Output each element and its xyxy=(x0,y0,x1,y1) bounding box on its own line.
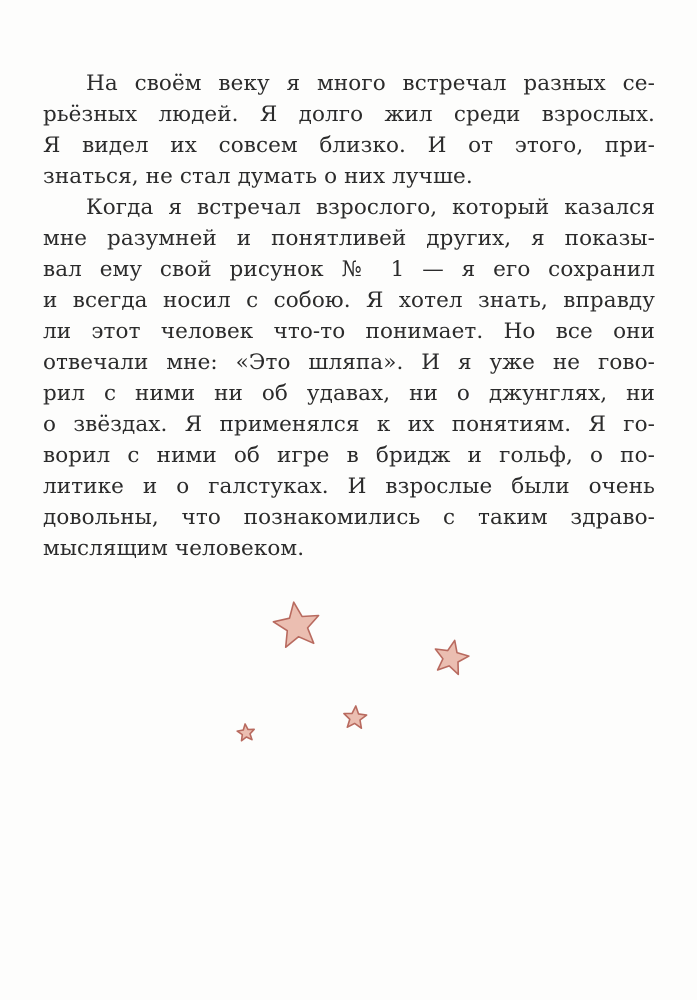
text-line: ворил с ними об игре в бридж и гольф, о по- xyxy=(43,443,655,468)
star-icon xyxy=(435,640,469,674)
text-line: мне разумней и понятливей других, я показы- xyxy=(43,226,655,251)
text-line: литике и о галстуках. И взрослые были очень xyxy=(43,474,655,499)
paragraph-1 xyxy=(43,68,655,192)
text-line: и всегда носил с собою. Я хотел знать, вправду xyxy=(43,288,655,313)
text-line: знаться, не стал думать о них лучше. xyxy=(43,164,473,189)
text-line: рьёзных людей. Я долго жил среди взрослых. xyxy=(43,102,655,127)
text-line: о звёздах. Я применялся к их понятиям. Я го- xyxy=(43,412,655,437)
star-icon xyxy=(237,724,254,741)
star-icon xyxy=(344,706,367,728)
text-line: На своём веку я много встречал разных се- xyxy=(86,71,655,96)
star-icon xyxy=(273,602,318,647)
text-line: довольны, что познакомились с таким здраво- xyxy=(43,505,655,530)
text-line: Когда я встречал взрослого, который казался xyxy=(86,195,655,220)
text-line: Я видел их совсем близко. И от этого, при- xyxy=(43,133,655,158)
text-line: вал ему свой рисунок № 1 — я его сохранил xyxy=(43,257,655,282)
text-line: отвечали мне: «Это шляпа». И я уже не гово- xyxy=(43,350,655,375)
story-text xyxy=(43,68,655,564)
paragraph-2 xyxy=(43,192,655,564)
text-line: ли этот человек что-то понимает. Но все они xyxy=(43,319,655,344)
text-line: рил с ними ни об удавах, ни о джунглях, ни xyxy=(43,381,655,406)
text-line: мыслящим человеком. xyxy=(43,536,305,561)
